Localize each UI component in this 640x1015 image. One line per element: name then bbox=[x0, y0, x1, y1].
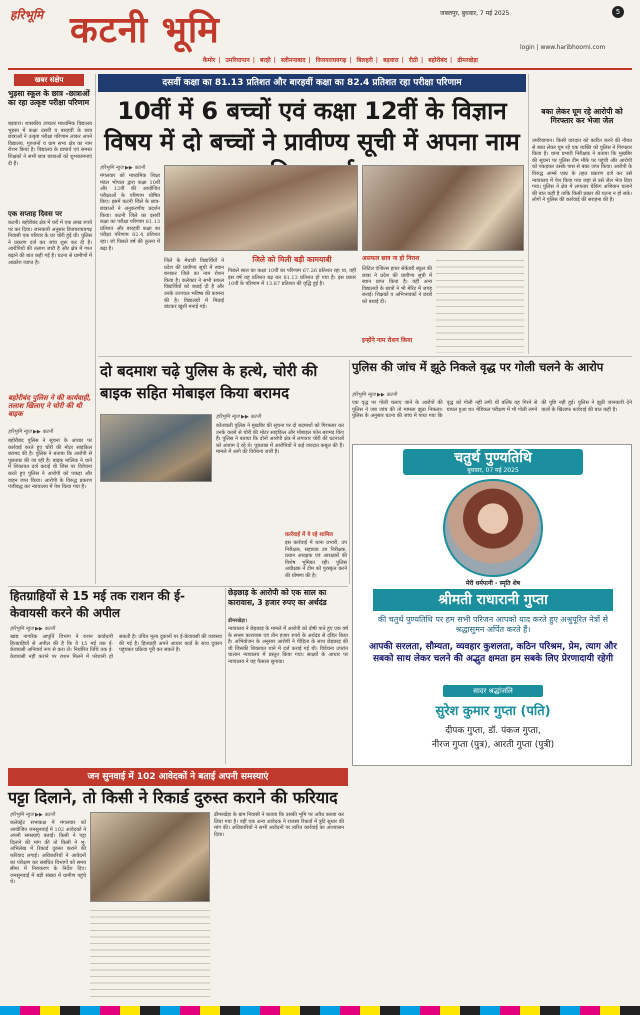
brief-headline: एक सप्ताह दिवस पर bbox=[8, 210, 62, 218]
byline: हरिभूमि न्यूज ▶▶ कटनी bbox=[100, 165, 145, 171]
story-body: एक वृद्ध पर गोली चलाए जाने के आरोपों की पुलिस ने जब जांच की तो मामला झूठा निकला। पुलिस के अनुसार घटना की जांच में पाया गया कि वृद्ध को गोली नहीं लगी थी बल्कि वह गिरने से घायल हुआ था। मेडिकल परीक्षण में भी गोली लगने की पुष्टि नहीं हुई। पुलिस ने झूठी जानकारी देने वालों के खिलाफ कार्रवाई की बात कही है। bbox=[352, 400, 632, 420]
nav-item[interactable]: ढीमरखेड़ा bbox=[457, 57, 478, 64]
lead-kicker: दसवीं कक्षा का 81.13 प्रतिशत और बारहवीं कक्षा का 82.4 प्रतिशत रहा परीक्षा परिणाम bbox=[162, 78, 462, 88]
nav-item[interactable]: बरही bbox=[260, 57, 271, 64]
byline: ढीमरखेड़ा। bbox=[228, 618, 248, 624]
section-rule bbox=[98, 356, 632, 357]
story-kicker: जन सुनवाई में 102 आवेदकों ने बताई अपनी समस्याएं bbox=[87, 772, 269, 782]
students-group-photo bbox=[362, 165, 524, 251]
lead-body: जिले के मेधावी विद्यार्थियों ने प्रदेश की प्रावीण्य सूची में स्थान बनाकर जिले का नाम रोशन किया है। कलेक्टर ने सभी सफल विद्यार्थियों को बधाई दी है और उनके उज्ज्वल भविष्य की कामना की है। विद्यालयों में मिठाई बांटकर खुशी मनाई गई। bbox=[164, 258, 224, 311]
brief-body: बड़वारा। शासकीय उच्चतर माध्यमिक विद्यालय भुड़सा में कक्षा दसवीं व बारहवीं के छात्र छात्राओं ने उत्कृष्ट परीक्षा परिणाम लाकर अपने विद्यालय, गुरुजनों व ग्राम सभा क्षेत्र का नाम रोशन किया है। विद्यालय के प्राचार्य एवं समस्त शिक्षकों ने सभी छात्र छात्राओं को शुभकामनाएं दी हैं। bbox=[8, 121, 92, 167]
date-line: जबलपुर, बुधवार, 7 मई 2025 bbox=[440, 10, 510, 17]
story-headline: हितग्राहियों से 15 मई तक राशन की ई-केवायसी करने की अपील bbox=[10, 589, 185, 620]
students-photo bbox=[164, 165, 358, 251]
nav-item[interactable]: विजयराघवगढ़ bbox=[315, 57, 347, 64]
left-column bbox=[8, 74, 92, 392]
story-body: इस कार्रवाई में थाना प्रभारी, उप निरीक्षक, सहायक उप निरीक्षक, प्रधान आरक्षक एवं आरक्षकों की विशेष भूमिका रही। पुलिस अधीक्षक ने टीम को पुरस्कृत करने की घोषणा की है। bbox=[285, 540, 347, 579]
lead-body: पिछले साल का कक्षा 10वीं का परिणाम 67.26 प्रतिशत रहा था, वहीं इस वर्ष यह प्रतिशत बढ़ कर 81.13 प्रतिशत हो गया है। इस प्रकार 10वीं के परिणाम में 13.87 प्रतिशत की वृद्धि हुई है। bbox=[228, 268, 356, 288]
ad-title: चतुर्थ पुण्यतिथि bbox=[454, 450, 532, 466]
right-column bbox=[532, 74, 632, 354]
byline: हरिभूमि न्यूज ▶▶ कटनी bbox=[10, 812, 55, 818]
portrait-photo bbox=[443, 479, 543, 577]
ad-tribute-label: सादर श्रद्धांजलि bbox=[443, 685, 543, 697]
story-subhead: कार्रवाई में ये रहे शामिल bbox=[285, 532, 333, 538]
column-divider bbox=[95, 74, 96, 584]
brief-headline: भुड़सा स्कूल के छात्र -छात्राओं का रहा उत्कृष्ट परीक्षा परिणाम bbox=[8, 89, 90, 107]
ad-title-banner bbox=[403, 449, 583, 475]
ad-name-banner bbox=[373, 589, 613, 611]
ad-tributor: सुरेश कुमार गुप्ता (पति) bbox=[435, 704, 551, 719]
masthead bbox=[0, 0, 640, 70]
masthead-rule bbox=[8, 68, 632, 70]
jansunwai-photo bbox=[90, 812, 210, 902]
story-body: खाद्य नागरिक आपूर्ति विभाग ने राशन कार्डधारी हितग्राहियों से अपील की है कि वे 15 मई तक ई-केवायसी अनिवार्य रूप से करा लें। निर्धारित तिथि तक ई-केवायसी नहीं कराने पर राशन मिलने में परेशानी हो सकती है। उचित मूल्य दुकानों पर ई-केवायसी की व्यवस्था की गई है। हितग्राही अपने आधार कार्ड के साथ दुकान पहुंचकर प्रक्रिया पूरी कर सकते हैं। bbox=[10, 634, 222, 660]
site-link[interactable]: login | www.haribhoomi.com bbox=[520, 44, 606, 51]
column-divider bbox=[225, 588, 226, 764]
column-divider bbox=[349, 360, 350, 584]
section-rule bbox=[8, 586, 348, 587]
nav-item[interactable]: बहोरीबंद bbox=[428, 57, 448, 64]
byline: हरिभूमि न्यूज ▶▶ कटनी bbox=[10, 626, 55, 632]
story-body-cont bbox=[90, 906, 210, 1000]
ad-date: बुधवार, 07 मई 2025 bbox=[467, 467, 519, 474]
lead-subhead: जिले को मिली बड़ी कामयाबी bbox=[252, 255, 332, 264]
column-divider bbox=[528, 74, 529, 354]
story-body: कोतवाली पुलिस ने मुखबिर की सूचना पर दो बदमाशों को गिरफ्तार कर उनके कब्जे से चोरी की मोटर साइकिल और मोबाइल फोन बरामद किए हैं। पुलिस ने बताया कि दोनों आरोपी क्षेत्र में लगातार चोरी की घटनाओं को अंजाम दे रहे थे। पूछताछ में आरोपियों ने कई वारदात कबूल की हैं। मामले में आगे की विवेचना जारी है। bbox=[216, 423, 344, 456]
ad-line: की चतुर्थ पुण्यतिथि पर हम सभी परिजन आपको याद करते हुए अश्रुपूरित नेत्रों से श्रद्धासुमन अर्पित करते हैं। bbox=[377, 615, 609, 634]
nav-item[interactable]: रीठी bbox=[408, 57, 418, 64]
lead-body: मंगलवार को माध्यमिक शिक्षा मंडल भोपाल द्वारा कक्षा 10वीं और 12वीं की आयोजित परीक्षाओं के परिणाम घोषित किए। इसमें कटनी जिले के छात्र-छात्राओं ने अनुकरणीय प्रदर्शन किया। कटनी जिले का दसवीं कक्षा का परीक्षा परिणाम 81.13 प्रतिशत और बारहवीं कक्षा का परीक्षा परिणाम 82.4 प्रतिशत रहा। जो पिछले वर्ष की तुलना में बढ़ा है। bbox=[100, 173, 160, 252]
lead-body: लिटिल एंजिल्स हायर सेकेंडरी स्कूल की छात्रा ने प्रदेश की प्रावीण्य सूची में स्थान प्राप्त किया है। वहीं अन्य विद्यालयों के छात्रों ने भी मेरिट में जगह बनाई। शिक्षकों व अभिभावकों ने छात्रों को बधाई दी। bbox=[362, 266, 432, 305]
story-headline: छेड़छाड़ के आरोपी को एक साल का कारावास, 3 हजार रुपए का अर्थदंड bbox=[228, 588, 327, 607]
ad-quote: आपकी सरलता, सौम्यता, व्यवहार कुशलता, कठिन परिश्रम, प्रेम, त्याग और सबको साथ लेकर चलने की अद्भुत क्षमता हम सबके लिए प्रेरणादायी रहेगी bbox=[369, 642, 617, 664]
byline: हरिभूमि न्यूज ▶▶ कटनी bbox=[352, 392, 397, 398]
story-headline: बहोरीबंद पुलिस ने की कार्यवाही, तलाश खिलाए ने चोरी की थी बाइक bbox=[8, 394, 92, 419]
story-body: ढीमरखेड़ा के ग्राम निवासी ने बताया कि उसकी भूमि पर अवैध कब्जा कर लिया गया है। वहीं एक अन्य आवेदक ने राजस्व रिकार्ड में त्रुटि सुधार की मांग की। अधिकारियों ने सभी आवेदनों पर त्वरित कार्रवाई का आश्वासन दिया। bbox=[214, 812, 344, 838]
ad-family: नीरज गुप्ता (पुत्र), आरती गुप्ता (पुत्री) bbox=[431, 740, 555, 750]
lead-subhead: इन्होंने नाम रोशन किया bbox=[362, 337, 413, 344]
ad-name: श्रीमती राधारानी गुप्ता bbox=[438, 592, 548, 608]
right-body: उमरियापान। किसी वारदात को कारित करने की नीयत से बका लेकर घूम रहे एक व्यक्ति को पुलिस ने गिरफ्तार किया है। थाना प्रभारी निरीक्षक ने बताया कि मुखबिर की सूचना पर पुलिस टीम मौके पर पहुंची और आरोपी को पकड़कर उसके पास से बका जप्त किया। आरोपी के विरुद्ध आर्म्स एक्ट के तहत प्रकरण दर्ज कर उसे न्यायालय में पेश किया गया जहां से उसे जेल भेज दिया गया। पुलिस ने क्षेत्र में लगातार चेकिंग अभियान चलाने की बात कही है ताकि किसी प्रकार की घटना न हो सके। लोगों ने पुलिस की कार्रवाई की सराहना की है। bbox=[532, 138, 632, 204]
ad-family: दीपक गुप्ता, डॉ. पंकज गुप्ता, bbox=[445, 726, 541, 736]
story-headline: पट्टा दिलाने, तो किसी ने रिकार्ड दुरुस्त कराने की फरियाद bbox=[8, 788, 338, 807]
left-column-2 bbox=[8, 394, 92, 584]
story-body: कलेक्ट्रेट सभाकक्ष में मंगलवार को आयोजित जनसुनवाई में 102 आवेदकों ने अपनी समस्याएं बताईं। किसी ने पट्टा दिलाने की मांग की तो किसी ने भू-अभिलेख में रिकार्ड दुरुस्त कराने की फरियाद लगाई। अधिकारियों ने आवेदनों का परीक्षण कर संबंधित विभागों को समय सीमा में निराकरण के निर्देश दिए। जनसुनवाई में बड़ी संख्या में ग्रामीण पहुंचे थे। bbox=[10, 820, 86, 886]
lead-kicker-bar bbox=[98, 74, 526, 92]
lead-headline: 10वीं में 6 बच्चों एवं कक्षा 12वीं के विज्ञान विषय में दो बच्चों ने प्रावीण्य सूची में अपना नाम bbox=[104, 97, 520, 156]
page-number: 5 bbox=[612, 6, 624, 18]
lead-body-cont bbox=[436, 256, 524, 353]
brief-body: कटनी। बहोरीबंद क्षेत्र में घरों में एक लाख रुपये पर कर दिया। जानकारी अनुसार विजयराघवगढ़ निवासी एक परिवार के घर चोरी हुई थी। पुलिस ने प्रकरण दर्ज कर जांच शुरू कर दी है। आरोपियों की तलाश जारी है और क्षेत्र में गश्त बढ़ाने की बात कही गई है। घटना से ग्रामीणों में आक्रोश व्याप्त है। bbox=[8, 220, 92, 266]
location-nav: कैमोर | उमरियापान | बरही | स्लीमनाबाद | विजयराघवगढ़ | बिलहरी | बड़वारा | रीठी | बहोरीबंद | ढीमरखेड़ा bbox=[203, 57, 478, 64]
ad-caption: मेरी धर्मपत्नी - स्मृति शेष bbox=[465, 580, 521, 587]
nav-item[interactable]: बड़वारा bbox=[383, 57, 399, 64]
story6-kicker-bar bbox=[8, 768, 348, 786]
story-headline: पुलिस की जांच में झूठे निकले वृद्ध पर गोली चलने के आरोप bbox=[352, 360, 604, 374]
section-label: खबर संक्षेप bbox=[14, 74, 84, 86]
print-registration-bar bbox=[0, 1006, 640, 1015]
story-body: बहोरीबंद पुलिस ने सूचना के आधार पर कार्रवाई करते हुए चोरी की मोटर साइकिल बरामद की है। पुलिस ने बताया कि आरोपी से पूछताछ की जा रही है। बाइक मालिक ने थाने में शिकायत दर्ज कराई थी जिस पर विवेचना करते हुए पुलिस ने आरोपी को पकड़ा और वाहन जप्त किया। आरोपी के विरुद्ध प्रकरण पंजीबद्ध कर न्यायालय में पेश किया गया है। bbox=[8, 438, 92, 491]
nav-item[interactable]: उमरियापान bbox=[225, 57, 250, 64]
lead-subhead: असफल छात्र ना हो निराश bbox=[362, 255, 420, 262]
byline: हरिभूमि न्यूज ▶▶ कटनी bbox=[216, 414, 261, 420]
nav-item[interactable]: बिलहरी bbox=[356, 57, 373, 64]
nav-item[interactable]: स्लीमनाबाद bbox=[280, 57, 306, 64]
brand-logo: हरिभूमि bbox=[10, 8, 44, 22]
right-headline: बका लेकर घूम रहे आरोपी को गिरफ्तार कर भेजा जेल bbox=[541, 107, 623, 125]
story-body: न्यायालय ने छेड़छाड़ के मामले में आरोपी को दोषी पाते हुए एक वर्ष के सश्रम कारावास एवं तीन हजार रुपये के अर्थदंड से दंडित किया है। अभियोजन के अनुसार आरोपी ने पीड़िता के साथ छेड़छाड़ की थी जिसकी शिकायत थाने में दर्ज कराई गई थी। विवेचना उपरांत चालान न्यायालय में प्रस्तुत किया गया। साक्ष्यों के आधार पर न्यायालय ने यह फैसला सुनाया। bbox=[228, 626, 348, 665]
page-title: कटनी भूमि bbox=[70, 10, 220, 51]
byline: हरिभूमि न्यूज ▶▶ कटनी bbox=[8, 429, 53, 435]
police-photo bbox=[100, 414, 212, 482]
nav-item[interactable]: कैमोर bbox=[203, 57, 216, 64]
story-headline: दो बदमाश चढ़े पुलिस के हत्थे, चोरी की बाइक सहित मोबाइल किया बरामद bbox=[100, 362, 318, 402]
memorial-ad bbox=[352, 444, 632, 766]
